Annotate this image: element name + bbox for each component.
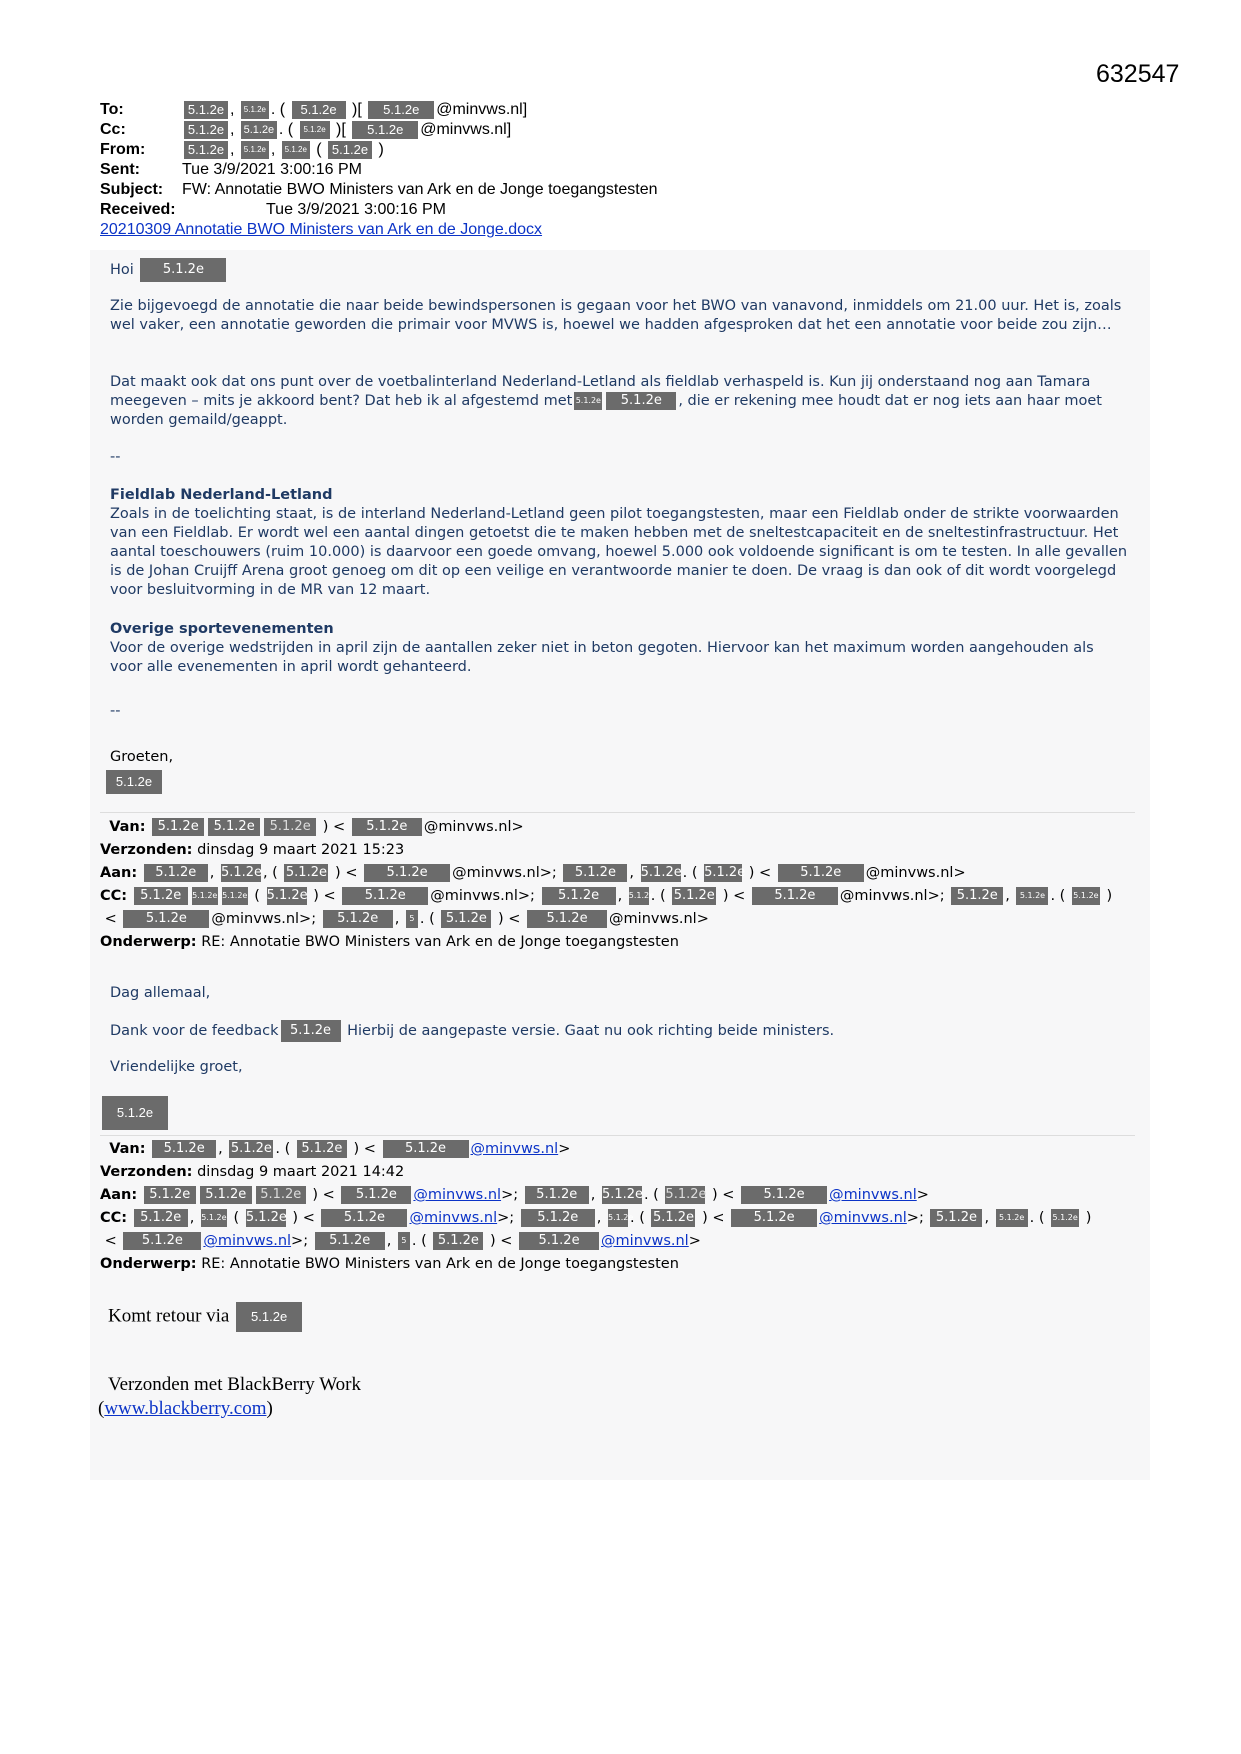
redaction: 5.1.2e xyxy=(184,101,228,119)
blackberry-footer: Verzonden met BlackBerry Work xyxy=(108,1374,361,1395)
email-header: To: 5.1.2e , 5.1.2e . ( 5.1.2e )[ 5.1.2e @minvws.nl] Cc: 5.1.2e , 5.1.2e . ( 5.1.2e )[ 5.1.2e @minvws.nl] From: 5.1.2e , 5.1.2e , 5.1.2e ( 5.1.2e ) Sent: Tue 3/9/2021 3:00:16 PM Subject: FW: Annotatie BWO Ministers van Ark en de Jonge toegangstesten Received: Tue 3/9/2021 3:00:16 PM 20210309 Annotatie BWO Ministers van Ark en de Jonge.docx xyxy=(100,101,658,238)
redaction: 5.1.2e xyxy=(285,865,327,880)
redaction: 5.1.2e xyxy=(629,887,649,905)
email-link[interactable]: @minvws.nl xyxy=(203,1233,292,1249)
redaction: 5.1.2e xyxy=(731,1209,817,1227)
redaction: 5 xyxy=(406,910,418,928)
redaction: 5.1.2e xyxy=(364,864,450,882)
reply-header-1: Van: 5.1.2e 5.1.2e 5.1.2e ) < 5.1.2e @minvws.nl> Verzonden: dinsdag 9 maart 2021 15:23 Aan: 5.1.2e , 5.1.2e, ( 5.1.2e ) < 5.1.2e @minvws.nl>; 5.1.2e , 5.1.2e. ( 5.1.2e ) < 5.1.2e @minvws.nl> CC: 5.1.2e 5.1.2e 5.1.2e ( 5.1.2e ) < 5.1.2e @minvws.nl>; 5.1.2e , 5.1.2e. ( 5.1.2e ) < 5.1.2e @minvws.nl>; 5.1.2e , 5.1.2e . ( 5.1.2e ) < 5.1.2e @minvws.nl>; 5.1.2e , 5 . ( 5.1.2e ) < 5.1.2e @minvws.nl> Onderwerp: RE: Annotatie BWO Ministers van Ark en de Jonge toegangstesten xyxy=(100,819,1113,950)
redaction: 5.1.2e xyxy=(704,865,746,880)
paragraph-sportevenementen: Voor de overige wedstrijden in april zijn de aantallen zeker niet in beton gegoten. Hiervoor kan het maximum worden aangehouden als voor alle evenementen in april wordt gehanteerd. xyxy=(110,640,1094,675)
redaction: 5.1.2e xyxy=(241,141,269,159)
redaction: 5.1.2e xyxy=(315,1232,385,1250)
redaction: 5.1.2e xyxy=(574,392,602,410)
paragraph-fieldlab: Zoals in de toelichting staat, is de interland Nederland-Letland geen pilot toegangstesten, maar een Fieldlab onder de strikte voorwaarden van een Fieldlab. Er wordt wel een aantal dingen getoetst die te maken hebben met de sneltestcapaciteit en de sneltestinfrastructuur. Het aantal toeschouwers (ruim 10.000) is daarvoor een goede omvang, hoewel 5.000 ook voldoende significant is om te testen. In alle gevallen is de Johan Cruijff Arena groot genoeg om dit op een veilige en verantwoorde manier te doen. De vraag is dan ook of dit wordt voorgelegd voor besluitvorming in de MR van 12 maart. xyxy=(110,506,1128,598)
closing: Groeten, xyxy=(110,749,174,765)
email-link[interactable]: @minvws.nl xyxy=(470,1141,559,1157)
to-domain: @minvws.nl] xyxy=(436,101,528,118)
email-link[interactable]: @minvws.nl xyxy=(409,1210,498,1226)
redaction: 5.1.2e xyxy=(134,887,188,905)
blackberry-link[interactable]: www.blackberry.com xyxy=(104,1398,267,1419)
reply-header-2: Van: 5.1.2e , 5.1.2e . ( 5.1.2e ) < 5.1.2e @minvws.nl> Verzonden: dinsdag 9 maart 2021 14:42 Aan: 5.1.2e 5.1.2e 5.1.2e ) < 5.1.2e @minvws.nl>; 5.1.2e , 5.1.2e. ( 5.1.2e ) < 5.1.2e @minvws.nl> CC: 5.1.2e , 5.1.2e ( 5.1.2e ) < 5.1.2e @minvws.nl>; 5.1.2e , 5.1.2e. ( 5.1.2e ) < 5.1.2e @minvws.nl>; 5.1.2e , 5.1.2e . ( 5.1.2e ) < 5.1.2e @minvws.nl>; 5.1.2e , 5 . ( 5.1.2e ) < 5.1.2e @minvws.nl> Onderwerp: RE: Annotatie BWO Ministers van Ark en de Jonge toegangstesten xyxy=(100,1141,1092,1272)
redaction: 5.1.2e xyxy=(383,1140,469,1158)
redaction: 5.1.2e xyxy=(236,1302,302,1332)
redaction: 5.1.2e xyxy=(123,1232,201,1250)
redaction: 5.1.2e xyxy=(673,888,715,903)
attachment-link[interactable]: 20210309 Annotatie BWO Ministers van Ark en de Jonge.docx xyxy=(100,221,543,238)
email-link[interactable]: @minvws.nl xyxy=(819,1210,907,1226)
redaction: 5.1.2e xyxy=(665,1187,707,1202)
redaction: 5.1.2e xyxy=(245,1210,287,1225)
redaction: 5.1.2e xyxy=(525,1186,589,1204)
redaction: 5 xyxy=(398,1232,410,1250)
document-number: 632547 xyxy=(1096,60,1180,88)
signature-redaction: 5.1.2e xyxy=(106,770,162,794)
return-note: Komt retour via 5.1.2e xyxy=(108,1302,304,1332)
redaction: 5.1.2e xyxy=(300,121,330,139)
redaction: 5.1.2e xyxy=(134,1209,188,1227)
separator: -- xyxy=(110,703,121,719)
redaction: 5.1.2e xyxy=(292,101,346,119)
email-link[interactable]: @minvws.nl xyxy=(413,1187,502,1203)
redaction: 5.1.2e xyxy=(256,1186,306,1204)
paragraph-fieldlab-note: Dat maakt ook dat ons punt over de voetbalinterland Nederland-Letland als fieldlab verhaspeld is. Kun jij onderstaand nog aan Tamara meegeven – mits je akkoord bent? Dat heb ik al afgestemd met 5.1.2e 5.1.2e , die er rekening mee houdt dat er nog iets aan haar moet worden gemaild/geappt. xyxy=(110,374,1102,428)
from-label: From: xyxy=(100,141,146,158)
redaction: 5.1.2e xyxy=(640,865,682,880)
redaction: 5.1.2e xyxy=(328,141,372,159)
reply-signature-redaction: 5.1.2e xyxy=(102,1096,168,1130)
redaction: 5.1.2e xyxy=(201,1209,227,1227)
redaction: 5.1.2e xyxy=(281,1020,341,1042)
redaction: 5.1.2e xyxy=(542,887,616,905)
redaction: 5.1.2e xyxy=(192,887,218,905)
reply-closing: Vriendelijke groet, xyxy=(110,1059,243,1075)
received-label: Received: xyxy=(100,201,176,218)
redaction: 5.1.2e xyxy=(152,1140,216,1158)
paragraph-attachment-info: Zie bijgevoegd de annotatie die naar beide bewindspersonen is gegaan voor het BWO van vanavond, inmiddels om 21.00 uur. Het is, zoals wel vaker, een annotatie geworden die primair voor MVWS is, hoewel we hadden afgesproken dat het een annotatie voor beide zou zijn… xyxy=(110,298,1122,333)
redaction: 5.1.2e xyxy=(608,1209,628,1227)
redaction: 5.1.2e xyxy=(241,121,277,139)
redaction: 5.1.2e xyxy=(352,818,422,836)
greeting: Hoi 5.1.2e xyxy=(110,258,228,282)
redaction: 5.1.2e xyxy=(220,865,263,880)
redaction: 5.1.2e xyxy=(321,1209,407,1227)
divider xyxy=(100,1135,1135,1136)
redaction: 5.1.2e xyxy=(519,1232,599,1250)
redaction: 5.1.2e xyxy=(601,1187,644,1202)
redaction: 5.1.2e xyxy=(200,1186,252,1204)
redaction: 5.1.2e xyxy=(222,887,248,905)
redaction: 5.1.2e xyxy=(441,910,491,928)
divider xyxy=(100,812,1135,813)
redaction: 5.1.2e xyxy=(996,1209,1028,1227)
redaction: 5.1.2e xyxy=(1072,887,1100,905)
subject-value: FW: Annotatie BWO Ministers van Ark en de Jonge toegangstesten xyxy=(182,181,658,198)
redaction: 5.1.2e xyxy=(230,1141,272,1156)
redaction: 5.1.2e xyxy=(741,1186,827,1204)
separator: -- xyxy=(110,449,121,465)
redaction: 5.1.2e xyxy=(1051,1209,1079,1227)
redaction: 5.1.2e xyxy=(282,141,310,159)
redaction: 5.1.2e xyxy=(208,818,260,836)
redaction: 5.1.2e xyxy=(144,864,208,882)
email-link[interactable]: @minvws.nl xyxy=(829,1187,917,1203)
redaction: 5.1.2e xyxy=(1016,887,1048,905)
redaction: 5.1.2e xyxy=(368,101,434,119)
redaction: 5.1.2e xyxy=(144,1186,196,1204)
redaction: 5.1.2e xyxy=(123,910,209,928)
redaction: 5.1.2e xyxy=(563,864,627,882)
redaction: 5.1.2e xyxy=(184,121,228,139)
cc-domain: @minvws.nl] xyxy=(420,121,512,138)
redaction: 5.1.2e xyxy=(951,887,1003,905)
redaction: 5.1.2e xyxy=(323,910,393,928)
redaction: 5.1.2e xyxy=(778,864,864,882)
redaction: 5.1.2e xyxy=(342,887,428,905)
redaction: 5.1.2e xyxy=(606,392,676,410)
redaction: 5.1.2e xyxy=(352,121,418,139)
received-value: Tue 3/9/2021 3:00:16 PM xyxy=(266,201,446,218)
cc-label: Cc: xyxy=(100,121,126,138)
redaction: 5.1.2e xyxy=(297,1140,347,1158)
subject-label: Subject: xyxy=(100,181,164,198)
reply-greeting: Dag allemaal, xyxy=(110,985,211,1001)
redaction: 5.1.2e xyxy=(433,1232,483,1250)
redaction: 5.1.2e xyxy=(152,818,204,836)
redaction: 5.1.2e xyxy=(341,1186,411,1204)
sent-value: Tue 3/9/2021 3:00:16 PM xyxy=(182,161,362,178)
heading-fieldlab: Fieldlab Nederland-Letland xyxy=(110,487,333,503)
redaction: 5.1.2e xyxy=(652,1210,695,1225)
redaction: 5.1.2e xyxy=(521,1209,595,1227)
blackberry-link-line: (www.blackberry.com) xyxy=(98,1398,273,1419)
redaction: 5.1.2e xyxy=(527,910,607,928)
redaction: 5.1.2e xyxy=(140,258,226,282)
sent-label: Sent: xyxy=(100,161,140,178)
redaction: 5.1.2e xyxy=(266,888,308,903)
redaction: 5.1.2e xyxy=(264,818,316,836)
email-link[interactable]: @minvws.nl xyxy=(601,1233,689,1249)
redaction: 5.1.2e xyxy=(752,887,838,905)
reply-feedback-line: Dank voor de feedback 5.1.2e Hierbij de aangepaste versie. Gaat nu ook richting beide ministers. xyxy=(110,1020,834,1042)
redaction: 5.1.2e xyxy=(241,101,269,119)
to-label: To: xyxy=(100,101,124,118)
redaction: 5.1.2e xyxy=(930,1209,982,1227)
heading-sportevenementen: Overige sportevenementen xyxy=(110,621,334,637)
redaction: 5.1.2e xyxy=(184,141,228,159)
